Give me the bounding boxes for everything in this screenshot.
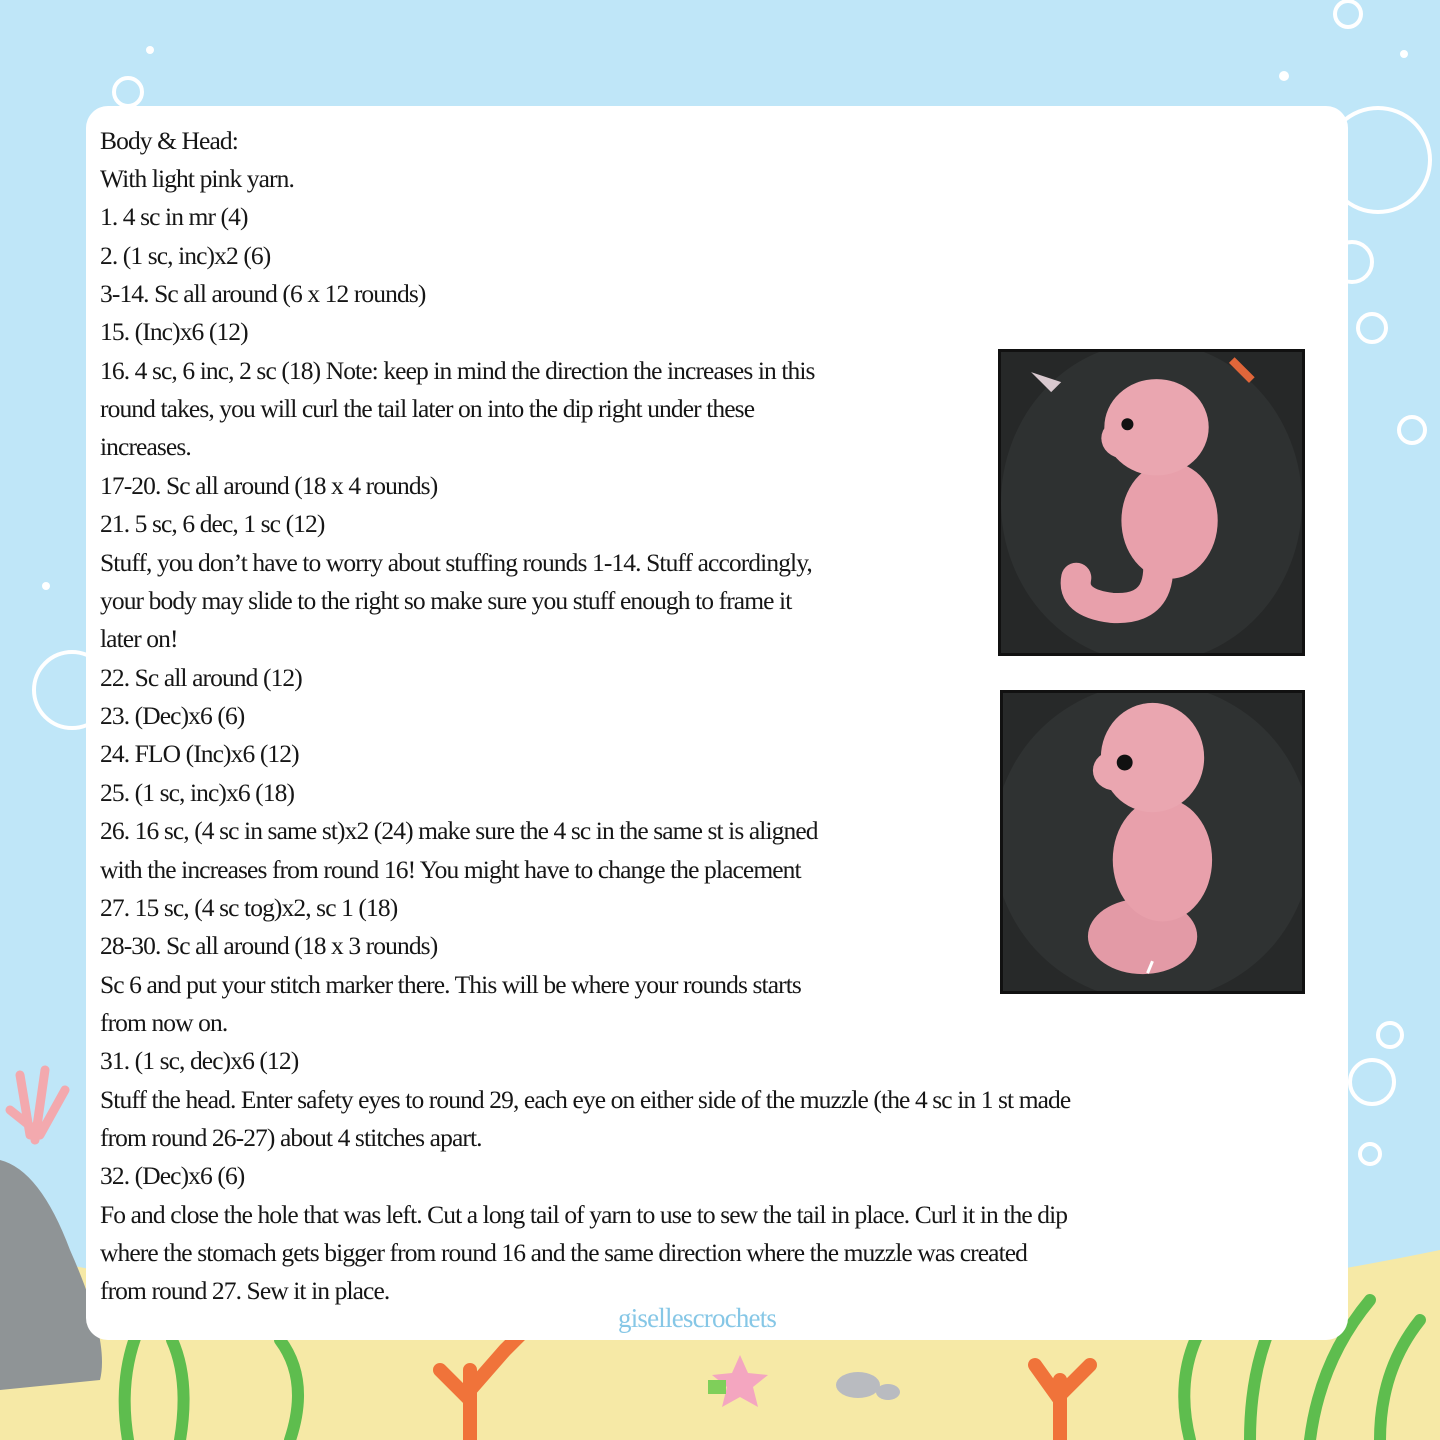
pattern-line: 28-30. Sc all around (18 x 3 rounds) <box>100 931 438 960</box>
pattern-line: with the increases from round 16! You might have to change the placement <box>100 855 801 884</box>
pattern-line: increases. <box>100 432 191 461</box>
pattern-line: 2. (1 sc, inc)x2 (6) <box>100 241 271 270</box>
pattern-line: 25. (1 sc, inc)x6 (18) <box>100 778 295 807</box>
pattern-line: 23. (Dec)x6 (6) <box>100 701 245 730</box>
pattern-line: 31. (1 sc, dec)x6 (12) <box>100 1046 299 1075</box>
pattern-line: your body may slide to the right so make sure you stuff enough to frame it <box>100 586 792 615</box>
pattern-line: 15. (Inc)x6 (12) <box>100 317 248 346</box>
pattern-line: Fo and close the hole that was left. Cut a long tail of yarn to use to sew the tail in place. Curl it in the dip <box>100 1200 1068 1229</box>
pattern-line: round takes, you will curl the tail later on into the dip right under these <box>100 394 755 423</box>
pattern-line: from round 27. Sew it in place. <box>100 1276 390 1305</box>
seahorse-photo-side-view <box>1000 690 1305 994</box>
pattern-line: 26. 16 sc, (4 sc in same st)x2 (24) make sure the 4 sc in the same st is aligned <box>100 816 818 845</box>
pattern-line: 16. 4 sc, 6 inc, 2 sc (18) Note: keep in mind the direction the increases in this <box>100 356 815 385</box>
pattern-line: 1. 4 sc in mr (4) <box>100 202 248 231</box>
pattern-heading: Body & Head: <box>100 126 238 155</box>
pattern-line: from round 26-27) about 4 stitches apart. <box>100 1123 482 1152</box>
pattern-line: later on! <box>100 624 178 653</box>
pattern-line: from now on. <box>100 1008 228 1037</box>
pattern-line: 32. (Dec)x6 (6) <box>100 1161 245 1190</box>
seahorse-photo-curled-tail <box>998 349 1305 656</box>
pattern-line: 27. 15 sc, (4 sc tog)x2, sc 1 (18) <box>100 893 398 922</box>
pattern-line: Sc 6 and put your stitch marker there. This will be where your rounds starts <box>100 970 801 999</box>
pattern-line: 24. FLO (Inc)x6 (12) <box>100 739 299 768</box>
pattern-line: 21. 5 sc, 6 dec, 1 sc (12) <box>100 509 325 538</box>
pattern-line: 22. Sc all around (12) <box>100 663 302 692</box>
pattern-line: Stuff the head. Enter safety eyes to round 29, each eye on either side of the muzzle (the 4 sc in 1 st made <box>100 1085 1071 1114</box>
watermark: gisellescrochets <box>618 1303 777 1333</box>
pattern-line: 17-20. Sc all around (18 x 4 rounds) <box>100 471 438 500</box>
pattern-line: Stuff, you don’t have to worry about stuffing rounds 1-14. Stuff accordingly, <box>100 548 812 577</box>
pattern-line: With light pink yarn. <box>100 164 294 193</box>
pattern-line: 3-14. Sc all around (6 x 12 rounds) <box>100 279 426 308</box>
pattern-line: where the stomach gets bigger from round 16 and the same direction where the muzzle was created <box>100 1238 1028 1267</box>
